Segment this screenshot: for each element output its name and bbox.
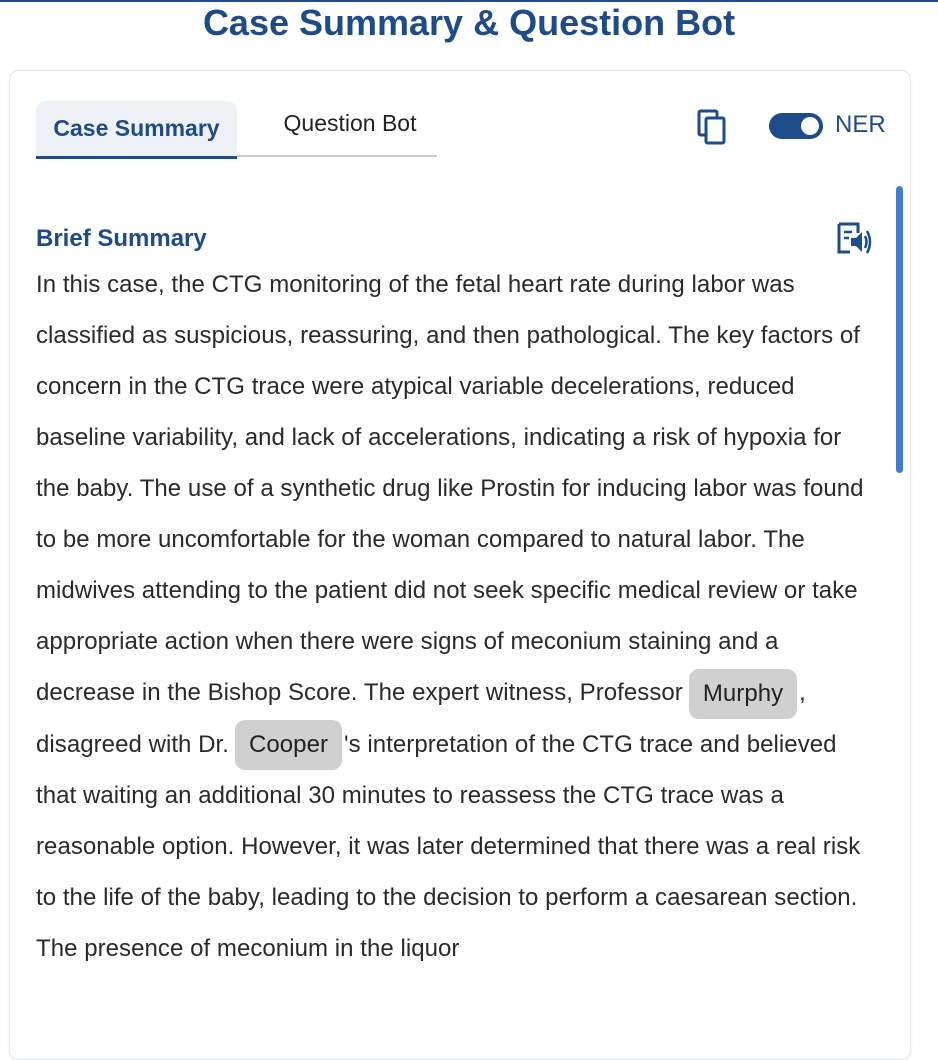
ner-label: NER <box>835 111 886 138</box>
summary-content <box>36 221 876 974</box>
ner-entity-cooper[interactable]: Cooper <box>235 720 342 770</box>
summary-text <box>36 259 876 974</box>
summary-card <box>9 70 911 1060</box>
ner-entity-murphy[interactable]: Murphy <box>689 669 797 719</box>
summary-heading: Brief Summary <box>36 225 207 252</box>
ner-toggle[interactable] <box>769 113 823 139</box>
copy-icon[interactable] <box>696 109 730 145</box>
tab-question-bot[interactable]: Question Bot <box>283 109 417 136</box>
scrollbar-thumb[interactable] <box>896 186 903 473</box>
summary-text-part3: 's interpretation of the CTG trace and believed that waiting an additional 30 minutes to reassess the CTG trace was a reasonable option. However, it was later determined that there was a real risk to the life of the baby, leading to the decision to perform a caesarean section. The presence of meconium in the liquor <box>36 730 861 963</box>
page-title: Case Summary & Question Bot <box>202 2 736 43</box>
tab-case-summary[interactable]: Case Summary <box>36 101 237 159</box>
toggle-knob <box>801 117 819 135</box>
text-to-speech-icon[interactable] <box>836 221 872 255</box>
summary-text-part1: In this case, the CTG monitoring of the fetal heart rate during labor was classified as suspicious, reassuring, and then pathological. The key factors of concern in the CTG trace were atypical variable decelerations, reduced baseline variability, and lack of accelerations, indicating a risk of hypoxia for the baby. The use of a synthetic drug like Prostin for inducing labor was found to be more uncomfortable for the woman compared to natural labor. The midwives attending to the patient did not seek specific medical review or take appropriate action when there were signs of meconium staining and a decrease in the Bishop Score. The expert witness, Professor <box>36 271 864 706</box>
tab-bar <box>36 101 437 157</box>
summary-text-part2: , disagreed with Dr. <box>36 679 806 758</box>
